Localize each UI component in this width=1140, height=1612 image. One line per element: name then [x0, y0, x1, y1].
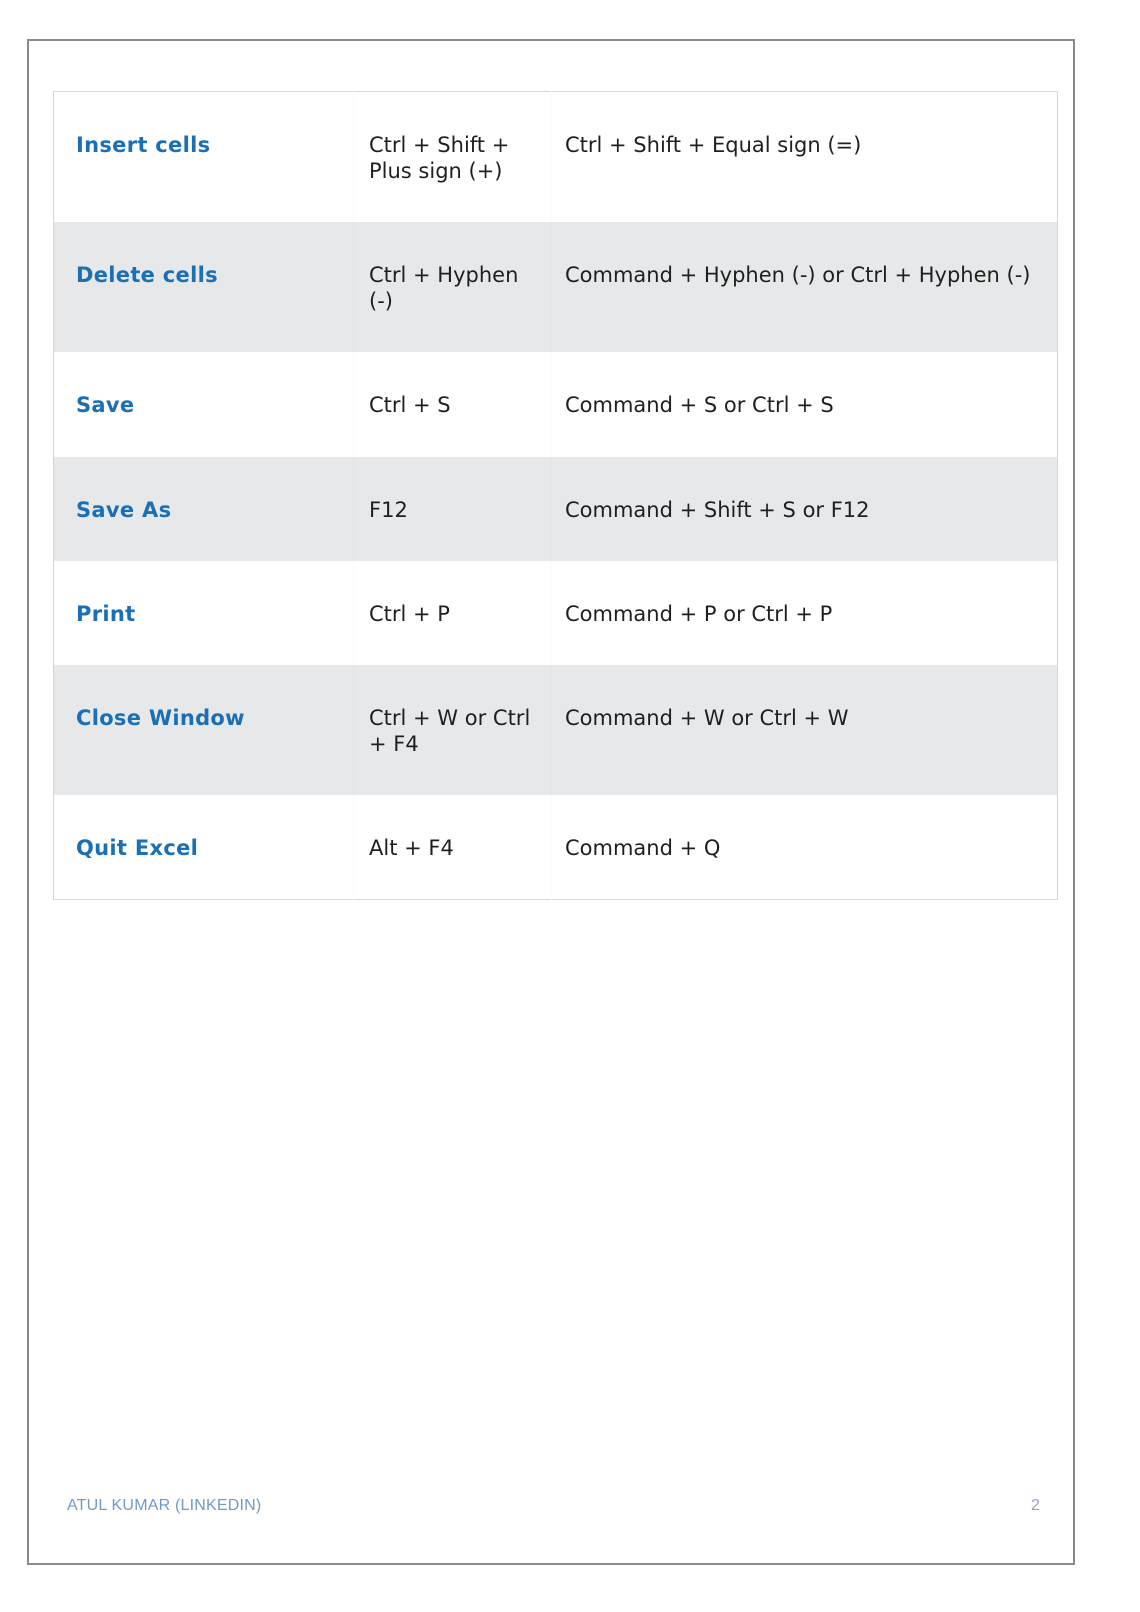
mac-shortcut: Ctrl + Shift + Equal sign (=) [565, 133, 862, 157]
mac-shortcut-cell [552, 352, 1058, 457]
action-label: Insert cells [76, 133, 211, 157]
action-cell [54, 457, 354, 561]
action-cell [54, 795, 354, 900]
table-row [54, 561, 1058, 665]
windows-shortcut-cell [354, 457, 552, 561]
windows-shortcut: Ctrl + P [369, 601, 450, 626]
table-row [54, 92, 1058, 222]
mac-shortcut: Command + W or Ctrl + W [565, 705, 849, 730]
mac-shortcut-cell [552, 222, 1058, 352]
windows-shortcut: F12 [369, 497, 408, 522]
windows-shortcut-cell [354, 795, 552, 900]
table-row [54, 665, 1058, 795]
table-row [54, 222, 1058, 352]
action-label: Save [76, 392, 135, 417]
windows-shortcut: Ctrl + Hyphen (-) [369, 262, 519, 313]
mac-shortcut-cell [552, 665, 1058, 795]
mac-shortcut: Command + Q [565, 835, 721, 860]
action-cell [54, 665, 354, 795]
page-number: 2 [1031, 1497, 1040, 1514]
action-cell [54, 561, 354, 665]
mac-shortcut: Command + S or Ctrl + S [565, 392, 834, 417]
action-label: Save As [76, 497, 172, 522]
windows-shortcut-cell [354, 665, 552, 795]
windows-shortcut: Ctrl + W or Ctrl + F4 [369, 705, 531, 756]
action-label: Close Window [76, 705, 245, 730]
mac-shortcut: Command + Shift + S or F12 [565, 497, 870, 522]
action-label: Delete cells [76, 262, 218, 287]
shortcut-table [53, 91, 1058, 900]
mac-shortcut: Command + Hyphen (-) or Ctrl + Hyphen (-) [565, 262, 1031, 287]
action-cell [54, 352, 354, 457]
windows-shortcut-cell [354, 352, 552, 457]
action-label: Print [76, 601, 136, 626]
windows-shortcut: Ctrl + S [369, 392, 451, 417]
windows-shortcut: Ctrl + Shift + Plus sign (+) [369, 133, 510, 183]
footer-author: ATUL KUMAR (LINKEDIN) [67, 1497, 262, 1514]
table-row [54, 795, 1058, 900]
windows-shortcut-cell [354, 561, 552, 665]
action-cell [54, 92, 354, 222]
mac-shortcut-cell [552, 457, 1058, 561]
windows-shortcut-cell [354, 92, 552, 222]
mac-shortcut-cell [552, 92, 1058, 222]
table-row [54, 352, 1058, 457]
mac-shortcut-cell [552, 561, 1058, 665]
windows-shortcut-cell [354, 222, 552, 352]
mac-shortcut-cell [552, 795, 1058, 900]
action-label: Quit Excel [76, 835, 199, 860]
table-row [54, 457, 1058, 561]
mac-shortcut: Command + P or Ctrl + P [565, 601, 833, 626]
action-cell [54, 222, 354, 352]
windows-shortcut: Alt + F4 [369, 835, 454, 860]
